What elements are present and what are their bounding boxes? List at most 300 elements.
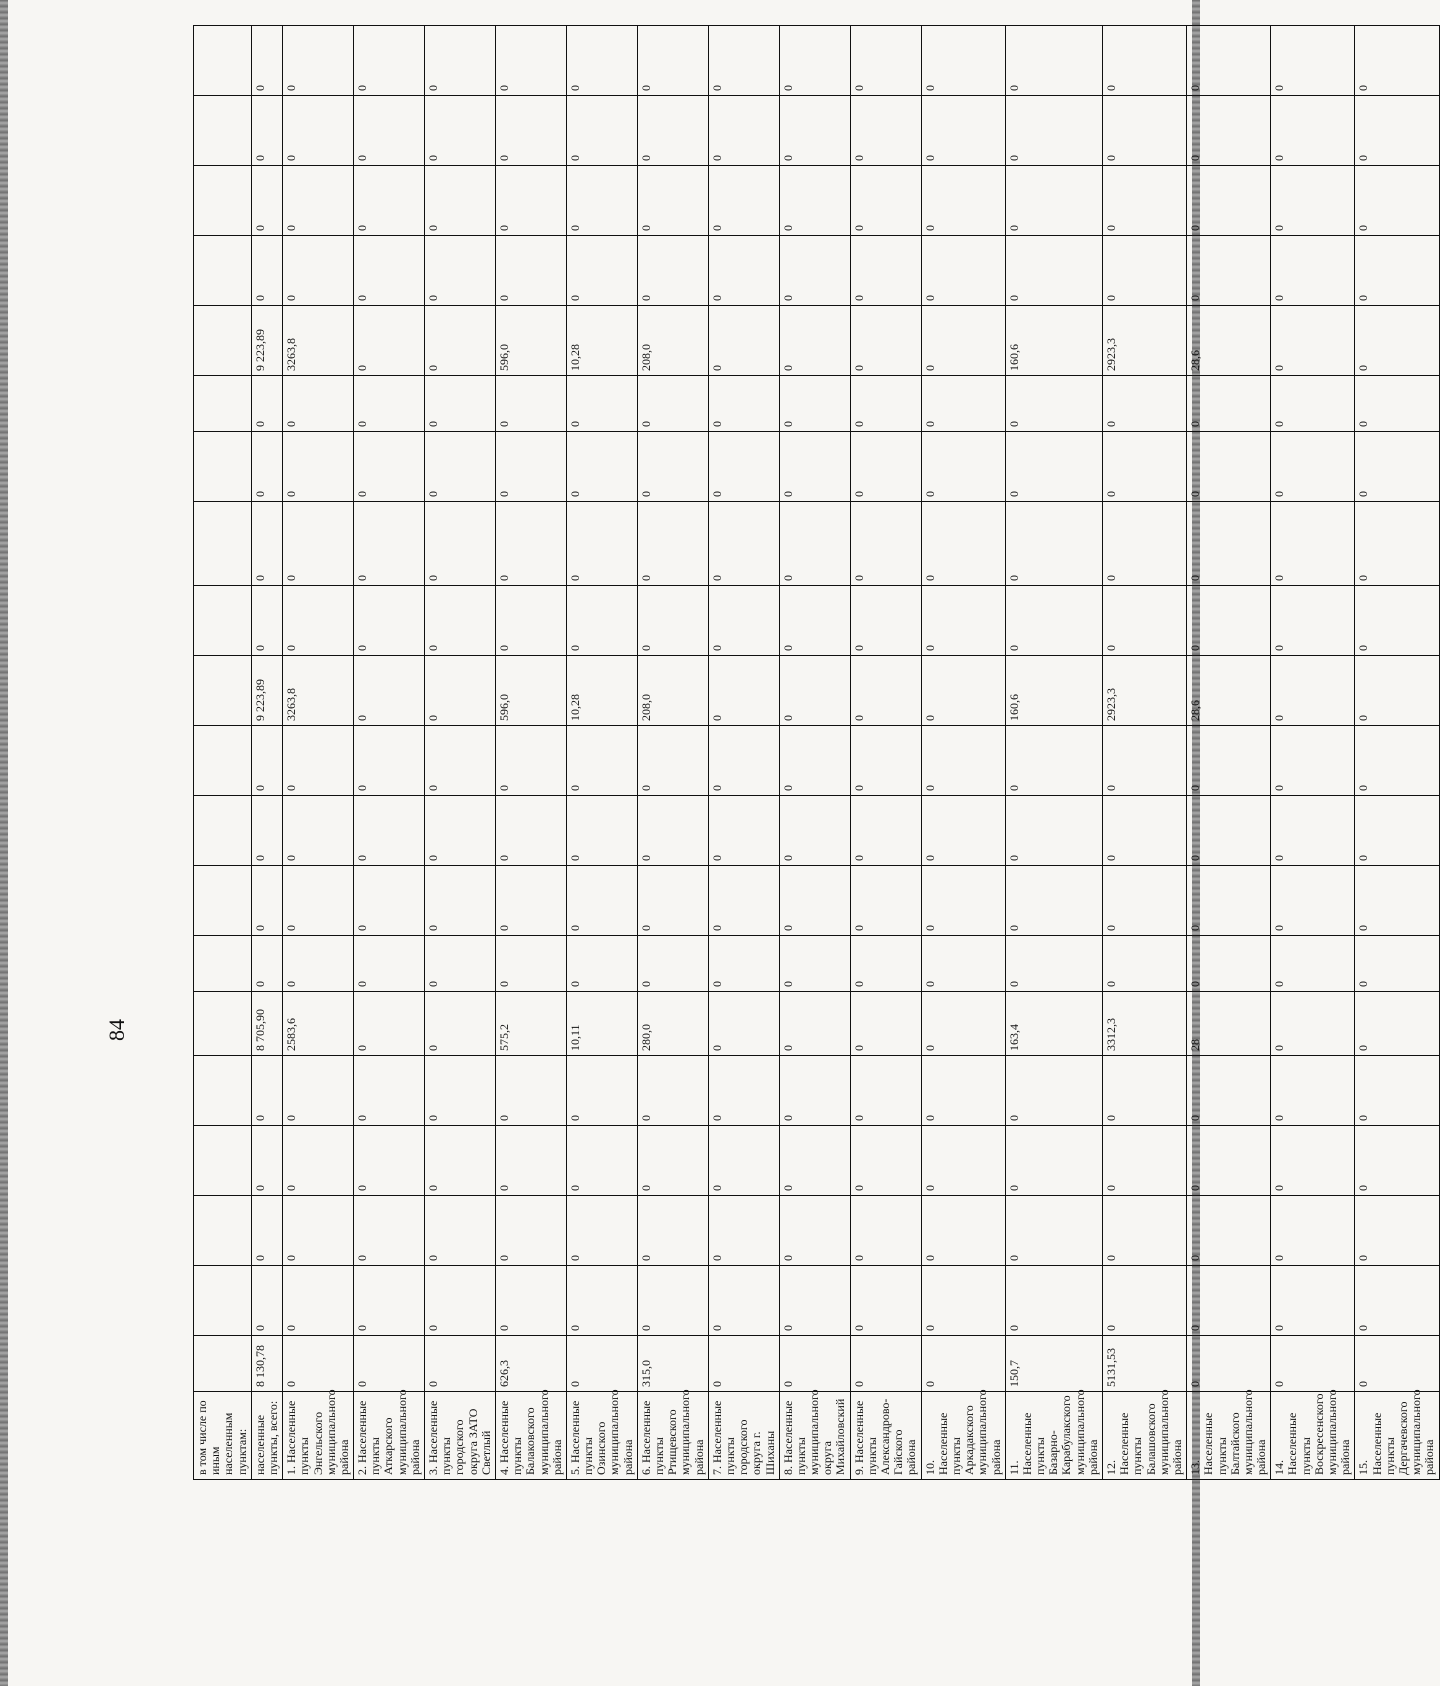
value-cell: 0 bbox=[779, 1126, 850, 1196]
value-cell: 0 bbox=[425, 502, 496, 586]
value-cell: 0 bbox=[425, 236, 496, 306]
value-cell: 0 bbox=[495, 1196, 566, 1266]
value-cell: 0 bbox=[921, 796, 1005, 866]
value-cell: 0 bbox=[1271, 306, 1355, 376]
value-cell: 0 bbox=[1355, 586, 1439, 656]
value-cell: 0 bbox=[425, 866, 496, 936]
value-cell: 0 bbox=[354, 96, 425, 166]
value-cell: 0 bbox=[779, 992, 850, 1056]
value-cell: 0 bbox=[566, 1266, 637, 1336]
value-cell: 0 bbox=[1005, 866, 1102, 936]
value-cell: 0 bbox=[1005, 376, 1102, 432]
value-cell: 0 bbox=[283, 96, 354, 166]
row-label-cell: 6. Населенные пункты Ртищевского муниципального района bbox=[637, 1392, 708, 1480]
value-cell: 0 bbox=[708, 236, 779, 306]
value-cell: 0 bbox=[283, 432, 354, 502]
value-cell: 0 bbox=[251, 866, 282, 936]
value-cell: 0 bbox=[1187, 1266, 1271, 1336]
value-cell: 10,28 bbox=[566, 656, 637, 726]
value-cell: 0 bbox=[708, 1196, 779, 1266]
value-cell: 0 bbox=[566, 1196, 637, 1266]
value-cell: 0 bbox=[1103, 726, 1187, 796]
value-cell: 0 bbox=[495, 866, 566, 936]
value-cell: 0 bbox=[1005, 432, 1102, 502]
value-cell: 0 bbox=[566, 1336, 637, 1392]
value-cell: 0 bbox=[425, 586, 496, 656]
row-label-cell: 9. Населенные пункты Александрово-Гайского района bbox=[850, 1392, 921, 1480]
value-cell: 0 bbox=[1355, 502, 1439, 586]
value-cell: 0 bbox=[1355, 376, 1439, 432]
value-cell: 0 bbox=[283, 1056, 354, 1126]
value-cell: 596,0 bbox=[495, 306, 566, 376]
value-cell: 0 bbox=[251, 936, 282, 992]
value-cell: 0 bbox=[921, 586, 1005, 656]
value-cell: 0 bbox=[1187, 502, 1271, 586]
table-row bbox=[1355, 26, 1439, 1480]
row-label-cell: 4. Населенные пункты Балаковского муниципального района bbox=[495, 1392, 566, 1480]
value-cell: 0 bbox=[1187, 236, 1271, 306]
row-label-cell: населенные пункты, всего: bbox=[251, 1392, 282, 1480]
value-cell: 0 bbox=[637, 502, 708, 586]
value-cell: 0 bbox=[354, 236, 425, 306]
value-cell: 0 bbox=[283, 796, 354, 866]
table-row bbox=[1187, 26, 1271, 1480]
row-label-cell: 2. Населенные пункты Аткарского муниципального района bbox=[354, 1392, 425, 1480]
value-cell: 0 bbox=[921, 992, 1005, 1056]
value-cell: 0 bbox=[1005, 166, 1102, 236]
value-cell: 8 705,90 bbox=[251, 992, 282, 1056]
table-wrapper bbox=[193, 85, 1437, 1480]
table-row bbox=[354, 26, 425, 1480]
value-cell: 0 bbox=[354, 726, 425, 796]
value-cell: 0 bbox=[251, 236, 282, 306]
value-cell: 0 bbox=[850, 1336, 921, 1392]
value-cell: 0 bbox=[1271, 376, 1355, 432]
value-cell: 28,6 bbox=[1187, 656, 1271, 726]
value-cell: 0 bbox=[566, 726, 637, 796]
row-label-cell: 7. Населенные пункты городского округа г. Шиханы bbox=[708, 1392, 779, 1480]
value-cell: 0 bbox=[283, 936, 354, 992]
scan-edge-left bbox=[0, 0, 8, 1686]
value-cell: 0 bbox=[921, 502, 1005, 586]
value-cell: 0 bbox=[354, 1336, 425, 1392]
header-empty-cell bbox=[194, 586, 252, 656]
value-cell: 0 bbox=[921, 1196, 1005, 1266]
header-empty-cell bbox=[194, 1126, 252, 1196]
value-cell: 0 bbox=[1103, 502, 1187, 586]
value-cell: 0 bbox=[850, 936, 921, 992]
value-cell: 0 bbox=[283, 166, 354, 236]
value-cell: 0 bbox=[354, 586, 425, 656]
value-cell: 5131,53 bbox=[1103, 1336, 1187, 1392]
value-cell: 0 bbox=[251, 166, 282, 236]
value-cell: 315,0 bbox=[637, 1336, 708, 1392]
value-cell: 280,0 bbox=[637, 992, 708, 1056]
value-cell: 0 bbox=[779, 432, 850, 502]
value-cell: 0 bbox=[1271, 432, 1355, 502]
value-cell: 0 bbox=[354, 166, 425, 236]
value-cell: 0 bbox=[921, 166, 1005, 236]
value-cell: 3312,3 bbox=[1103, 992, 1187, 1056]
header-empty-cell bbox=[194, 1336, 252, 1392]
value-cell: 0 bbox=[1187, 1126, 1271, 1196]
value-cell: 0 bbox=[637, 586, 708, 656]
header-empty-cell bbox=[194, 1266, 252, 1336]
value-cell: 0 bbox=[425, 936, 496, 992]
value-cell: 0 bbox=[1355, 96, 1439, 166]
header-empty-cell bbox=[194, 1196, 252, 1266]
value-cell: 0 bbox=[1355, 306, 1439, 376]
value-cell: 0 bbox=[566, 236, 637, 306]
value-cell: 0 bbox=[1271, 236, 1355, 306]
header-empty-cell bbox=[194, 1056, 252, 1126]
value-cell: 0 bbox=[921, 726, 1005, 796]
row-label-cell: 15. Населенные пункты Дергачевского муниципального района bbox=[1355, 1392, 1439, 1480]
value-cell: 0 bbox=[1103, 376, 1187, 432]
value-cell: 0 bbox=[425, 1056, 496, 1126]
value-cell: 0 bbox=[1271, 796, 1355, 866]
value-cell: 0 bbox=[1103, 1266, 1187, 1336]
value-cell: 0 bbox=[566, 936, 637, 992]
value-cell: 0 bbox=[1271, 1266, 1355, 1336]
value-cell: 0 bbox=[354, 992, 425, 1056]
value-cell: 0 bbox=[1271, 1336, 1355, 1392]
row-label-cell: 5. Населенные пункты Озинского муниципального района bbox=[566, 1392, 637, 1480]
value-cell: 0 bbox=[779, 1336, 850, 1392]
value-cell: 0 bbox=[708, 1126, 779, 1196]
value-cell: 0 bbox=[251, 796, 282, 866]
table-row bbox=[850, 26, 921, 1480]
table-row bbox=[637, 26, 708, 1480]
value-cell: 0 bbox=[251, 376, 282, 432]
value-cell: 0 bbox=[566, 586, 637, 656]
value-cell: 0 bbox=[637, 166, 708, 236]
value-cell: 0 bbox=[1271, 726, 1355, 796]
table-row bbox=[566, 26, 637, 1480]
value-cell: 0 bbox=[283, 1336, 354, 1392]
value-cell: 208,0 bbox=[637, 656, 708, 726]
value-cell: 0 bbox=[850, 1266, 921, 1336]
value-cell: 0 bbox=[354, 796, 425, 866]
header-empty-cell bbox=[194, 726, 252, 796]
value-cell: 0 bbox=[637, 1266, 708, 1336]
header-empty-cell bbox=[194, 796, 252, 866]
value-cell: 0 bbox=[283, 1196, 354, 1266]
value-cell: 2923,3 bbox=[1103, 656, 1187, 726]
value-cell: 0 bbox=[495, 96, 566, 166]
value-cell: 0 bbox=[1103, 866, 1187, 936]
value-cell: 0 bbox=[1355, 1336, 1439, 1392]
header-empty-cell bbox=[194, 166, 252, 236]
header-empty-cell bbox=[194, 992, 252, 1056]
table-row bbox=[921, 26, 1005, 1480]
value-cell: 0 bbox=[495, 1126, 566, 1196]
value-cell: 0 bbox=[495, 26, 566, 96]
value-cell: 626,3 bbox=[495, 1336, 566, 1392]
value-cell: 0 bbox=[354, 306, 425, 376]
value-cell: 0 bbox=[1103, 1126, 1187, 1196]
value-cell: 0 bbox=[779, 586, 850, 656]
value-cell: 0 bbox=[251, 586, 282, 656]
header-empty-cell bbox=[194, 866, 252, 936]
value-cell: 0 bbox=[425, 166, 496, 236]
value-cell: 0 bbox=[1355, 26, 1439, 96]
value-cell: 0 bbox=[850, 1056, 921, 1126]
value-cell: 0 bbox=[1271, 96, 1355, 166]
value-cell: 0 bbox=[425, 26, 496, 96]
value-cell: 0 bbox=[354, 502, 425, 586]
value-cell: 0 bbox=[921, 936, 1005, 992]
value-cell: 0 bbox=[708, 432, 779, 502]
row-label-cell: 8. Населенные пункты муниципального округа Михайловский bbox=[779, 1392, 850, 1480]
value-cell: 0 bbox=[1355, 1126, 1439, 1196]
row-label-cell: 3. Населенные пункты городского округа ЗАТО Светлый bbox=[425, 1392, 496, 1480]
header-empty-cell bbox=[194, 502, 252, 586]
value-cell: 0 bbox=[1005, 726, 1102, 796]
value-cell: 0 bbox=[1005, 96, 1102, 166]
value-cell: 0 bbox=[1103, 1196, 1187, 1266]
value-cell: 0 bbox=[637, 236, 708, 306]
value-cell: 0 bbox=[425, 726, 496, 796]
value-cell: 0 bbox=[1187, 796, 1271, 866]
value-cell: 0 bbox=[566, 26, 637, 96]
value-cell: 0 bbox=[495, 502, 566, 586]
value-cell: 0 bbox=[1355, 236, 1439, 306]
value-cell: 0 bbox=[637, 96, 708, 166]
value-cell: 10,28 bbox=[566, 306, 637, 376]
value-cell: 0 bbox=[1271, 502, 1355, 586]
table-row bbox=[708, 26, 779, 1480]
table-total-row bbox=[251, 26, 282, 1480]
value-cell: 0 bbox=[850, 376, 921, 432]
value-cell: 0 bbox=[850, 726, 921, 796]
value-cell: 0 bbox=[850, 502, 921, 586]
value-cell: 0 bbox=[637, 1126, 708, 1196]
value-cell: 0 bbox=[921, 866, 1005, 936]
value-cell: 0 bbox=[251, 1266, 282, 1336]
value-cell: 0 bbox=[637, 1056, 708, 1126]
value-cell: 0 bbox=[850, 992, 921, 1056]
value-cell: 0 bbox=[251, 432, 282, 502]
value-cell: 0 bbox=[921, 1336, 1005, 1392]
value-cell: 0 bbox=[1005, 502, 1102, 586]
value-cell: 0 bbox=[425, 1196, 496, 1266]
value-cell: 0 bbox=[921, 432, 1005, 502]
value-cell: 0 bbox=[566, 1056, 637, 1126]
table-header-row bbox=[194, 26, 252, 1480]
header-empty-cell bbox=[194, 96, 252, 166]
value-cell: 0 bbox=[1103, 586, 1187, 656]
value-cell: 0 bbox=[850, 432, 921, 502]
header-empty-cell bbox=[194, 26, 252, 96]
value-cell: 0 bbox=[921, 236, 1005, 306]
value-cell: 0 bbox=[779, 376, 850, 432]
value-cell: 0 bbox=[779, 866, 850, 936]
value-cell: 0 bbox=[1271, 656, 1355, 726]
value-cell: 0 bbox=[779, 502, 850, 586]
value-cell: 0 bbox=[354, 1196, 425, 1266]
value-cell: 0 bbox=[1355, 1196, 1439, 1266]
value-cell: 0 bbox=[1103, 796, 1187, 866]
value-cell: 0 bbox=[1103, 96, 1187, 166]
value-cell: 0 bbox=[566, 502, 637, 586]
value-cell: 0 bbox=[708, 1336, 779, 1392]
value-cell: 0 bbox=[921, 1056, 1005, 1126]
value-cell: 0 bbox=[850, 166, 921, 236]
value-cell: 0 bbox=[637, 432, 708, 502]
value-cell: 0 bbox=[251, 96, 282, 166]
value-cell: 0 bbox=[1355, 992, 1439, 1056]
value-cell: 0 bbox=[1005, 936, 1102, 992]
value-cell: 0 bbox=[779, 166, 850, 236]
value-cell: 0 bbox=[354, 656, 425, 726]
value-cell: 0 bbox=[637, 936, 708, 992]
value-cell: 0 bbox=[1005, 236, 1102, 306]
value-cell: 0 bbox=[1187, 26, 1271, 96]
value-cell: 0 bbox=[779, 306, 850, 376]
header-empty-cell bbox=[194, 656, 252, 726]
value-cell: 0 bbox=[850, 236, 921, 306]
value-cell: 0 bbox=[1187, 1336, 1271, 1392]
value-cell: 0 bbox=[566, 866, 637, 936]
value-cell: 0 bbox=[495, 166, 566, 236]
value-cell: 0 bbox=[779, 726, 850, 796]
value-cell: 0 bbox=[637, 376, 708, 432]
value-cell: 0 bbox=[779, 236, 850, 306]
value-cell: 0 bbox=[708, 306, 779, 376]
value-cell: 0 bbox=[354, 1126, 425, 1196]
value-cell: 0 bbox=[850, 586, 921, 656]
value-cell: 0 bbox=[921, 96, 1005, 166]
value-cell: 0 bbox=[283, 726, 354, 796]
value-cell: 0 bbox=[566, 796, 637, 866]
value-cell: 0 bbox=[1103, 432, 1187, 502]
value-cell: 0 bbox=[637, 726, 708, 796]
value-cell: 28,6 bbox=[1187, 306, 1271, 376]
value-cell: 0 bbox=[425, 992, 496, 1056]
value-cell: 208,0 bbox=[637, 306, 708, 376]
table-row bbox=[425, 26, 496, 1480]
value-cell: 0 bbox=[1271, 586, 1355, 656]
value-cell: 0 bbox=[283, 1126, 354, 1196]
value-cell: 0 bbox=[1355, 432, 1439, 502]
value-cell: 0 bbox=[1005, 1196, 1102, 1266]
value-cell: 0 bbox=[1187, 432, 1271, 502]
value-cell: 163,4 bbox=[1005, 992, 1102, 1056]
value-cell: 0 bbox=[708, 586, 779, 656]
value-cell: 0 bbox=[495, 1056, 566, 1126]
value-cell: 0 bbox=[1355, 1266, 1439, 1336]
value-cell: 3263,8 bbox=[283, 656, 354, 726]
value-cell: 0 bbox=[1187, 866, 1271, 936]
value-cell: 0 bbox=[1355, 656, 1439, 726]
value-cell: 0 bbox=[850, 26, 921, 96]
row-label-cell: 11. Населенные пункты Базарно-Карабулакского муниципального района bbox=[1005, 1392, 1102, 1480]
row-label-cell: 10. Населенные пункты Аркадакского муниципального района bbox=[921, 1392, 1005, 1480]
value-cell: 0 bbox=[425, 306, 496, 376]
value-cell: 0 bbox=[1355, 166, 1439, 236]
value-cell: 0 bbox=[850, 1126, 921, 1196]
value-cell: 0 bbox=[566, 96, 637, 166]
value-cell: 0 bbox=[1187, 726, 1271, 796]
value-cell: 0 bbox=[708, 96, 779, 166]
value-cell: 0 bbox=[425, 1266, 496, 1336]
value-cell: 575,2 bbox=[495, 992, 566, 1056]
value-cell: 0 bbox=[1005, 796, 1102, 866]
value-cell: 0 bbox=[1355, 726, 1439, 796]
value-cell: 0 bbox=[1271, 866, 1355, 936]
value-cell: 0 bbox=[566, 376, 637, 432]
value-cell: 0 bbox=[708, 992, 779, 1056]
value-cell: 0 bbox=[637, 796, 708, 866]
value-cell: 2583,6 bbox=[283, 992, 354, 1056]
value-cell: 0 bbox=[251, 1126, 282, 1196]
value-cell: 0 bbox=[354, 432, 425, 502]
value-cell: 28 bbox=[1187, 992, 1271, 1056]
value-cell: 9 223,89 bbox=[251, 306, 282, 376]
value-cell: 0 bbox=[1005, 1126, 1102, 1196]
value-cell: 0 bbox=[1005, 1266, 1102, 1336]
header-empty-cell bbox=[194, 236, 252, 306]
value-cell: 0 bbox=[850, 1196, 921, 1266]
header-empty-cell bbox=[194, 306, 252, 376]
value-cell: 0 bbox=[354, 26, 425, 96]
value-cell: 0 bbox=[495, 1266, 566, 1336]
value-cell: 0 bbox=[850, 866, 921, 936]
value-cell: 0 bbox=[850, 306, 921, 376]
value-cell: 596,0 bbox=[495, 656, 566, 726]
value-cell: 0 bbox=[566, 432, 637, 502]
value-cell: 0 bbox=[1187, 1196, 1271, 1266]
value-cell: 0 bbox=[708, 1056, 779, 1126]
value-cell: 0 bbox=[779, 1196, 850, 1266]
value-cell: 0 bbox=[708, 796, 779, 866]
value-cell: 0 bbox=[495, 726, 566, 796]
value-cell: 0 bbox=[850, 96, 921, 166]
header-empty-cell bbox=[194, 432, 252, 502]
table-row bbox=[283, 26, 354, 1480]
value-cell: 0 bbox=[779, 1266, 850, 1336]
value-cell: 0 bbox=[1271, 936, 1355, 992]
page-number: 84 bbox=[104, 1019, 129, 1041]
value-cell: 0 bbox=[354, 1266, 425, 1336]
row-label-cell: 1. Населенные пункты Энгельского муниципального района bbox=[283, 1392, 354, 1480]
value-cell: 10,11 bbox=[566, 992, 637, 1056]
value-cell: 0 bbox=[921, 376, 1005, 432]
value-cell: 0 bbox=[495, 586, 566, 656]
table-row bbox=[1103, 26, 1187, 1480]
value-cell: 0 bbox=[283, 866, 354, 936]
value-cell: 8 130,78 bbox=[251, 1336, 282, 1392]
value-cell: 0 bbox=[708, 502, 779, 586]
table-row bbox=[779, 26, 850, 1480]
value-cell: 0 bbox=[921, 26, 1005, 96]
value-cell: 0 bbox=[850, 656, 921, 726]
table-row bbox=[1271, 26, 1355, 1480]
value-cell: 3263,8 bbox=[283, 306, 354, 376]
value-cell: 0 bbox=[1103, 936, 1187, 992]
value-cell: 0 bbox=[283, 376, 354, 432]
value-cell: 0 bbox=[425, 656, 496, 726]
value-cell: 0 bbox=[1187, 166, 1271, 236]
value-cell: 0 bbox=[495, 432, 566, 502]
data-table bbox=[193, 25, 1440, 1480]
value-cell: 0 bbox=[354, 1056, 425, 1126]
value-cell: 0 bbox=[779, 936, 850, 992]
value-cell: 0 bbox=[425, 376, 496, 432]
value-cell: 160,6 bbox=[1005, 656, 1102, 726]
value-cell: 0 bbox=[708, 866, 779, 936]
